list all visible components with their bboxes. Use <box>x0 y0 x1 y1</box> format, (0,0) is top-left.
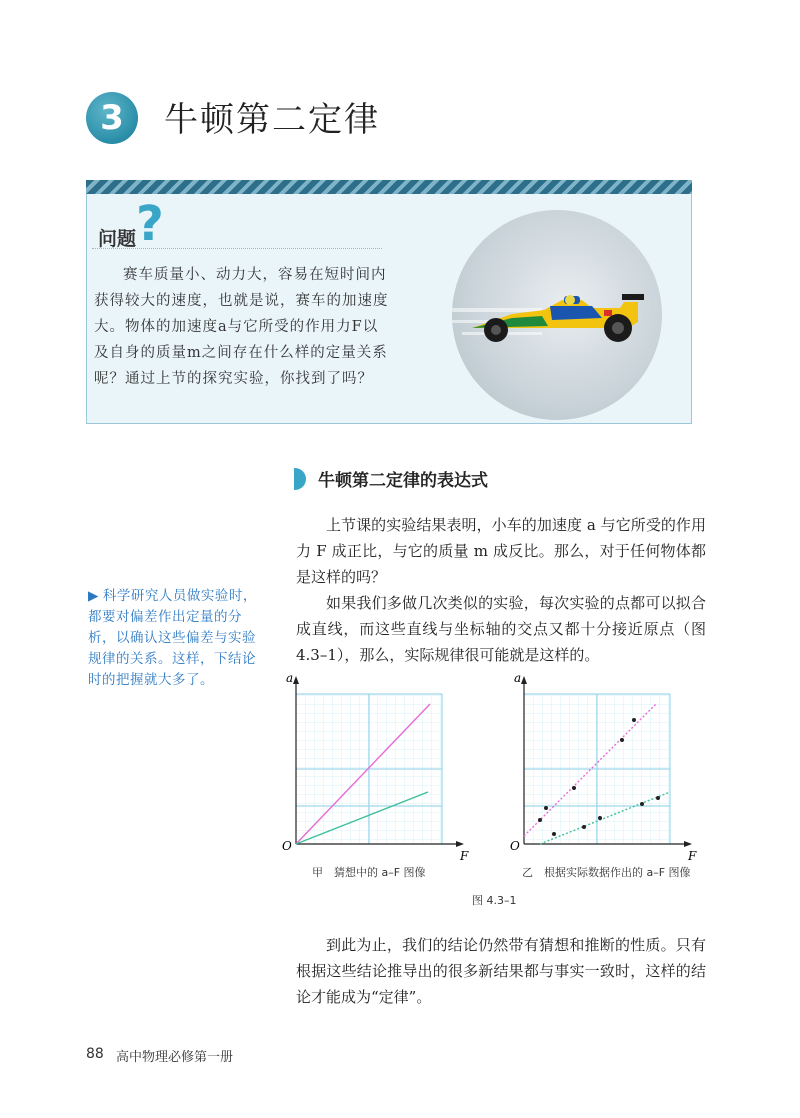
y-axis-arrow-icon <box>293 676 299 684</box>
x-axis-arrow-icon <box>684 841 692 847</box>
x-axis-label: F <box>460 849 469 863</box>
origin-label: O <box>282 839 292 853</box>
data-point <box>656 796 660 800</box>
page-number: 88 <box>86 1046 104 1062</box>
question-mark-icon: ? <box>136 196 164 252</box>
data-point <box>632 718 636 722</box>
figure-left-graph <box>278 668 478 864</box>
race-car-icon <box>452 210 662 420</box>
figure-left-caption: 甲 猜想中的 a–F 图像 <box>312 866 426 879</box>
paragraph-1: 上节课的实验结果表明，小车的加速度 a 与它所受的作用力 F 成正比，与它的质量 m 成反比。那么，对于任何物体都是这样的吗？ <box>296 516 706 586</box>
problem-divider <box>92 248 382 249</box>
data-point <box>552 832 556 836</box>
figure-number: 图 4.3–1 <box>472 894 517 907</box>
x-axis-label: F <box>688 849 697 863</box>
x-axis-arrow-icon <box>456 841 464 847</box>
side-note-marker-icon: ▶ <box>88 588 99 604</box>
data-point <box>640 802 644 806</box>
data-point <box>538 818 542 822</box>
section-number-badge: 3 <box>86 92 138 144</box>
y-axis-arrow-icon <box>521 676 527 684</box>
figure-right-graph <box>506 668 706 864</box>
data-point <box>572 786 576 790</box>
side-note <box>88 586 268 691</box>
subheading-marker <box>294 468 306 490</box>
side-note-text: 科学研究人员做实验时，都要对偏差作出定量的分析，以确认这些偏差与实验规律的关系。这样，下结论时的把握就大多了。 <box>88 588 257 688</box>
problem-label: 问题 <box>98 228 137 250</box>
data-point <box>582 825 586 829</box>
race-car-illustration <box>452 210 662 420</box>
data-point <box>620 738 624 742</box>
y-axis-label: a <box>286 671 294 685</box>
subheading: 牛顿第二定律的表达式 <box>318 471 488 491</box>
book-title: 高中物理必修第一册 <box>116 1050 234 1065</box>
paragraph-2: 如果我们多做几次类似的实验，每次实验的点都可以拟合成直线，而这些直线与坐标轴的交点又都十分接近原点（图 4.3–1），那么，实际规律很可能就是这样的。 <box>296 594 706 664</box>
figure-right-caption: 乙 根据实际数据作出的 a–F 图像 <box>522 866 691 879</box>
data-point <box>598 816 602 820</box>
y-axis-label: a <box>514 671 522 685</box>
problem-box-stripe <box>86 180 692 194</box>
paragraph-3: 到此为止，我们的结论仍然带有猜想和推断的性质。只有根据这些结论推导出的很多新结果都与事实一致时，这样的结论才能成为“定律”。 <box>296 936 706 1006</box>
data-point <box>544 806 548 810</box>
origin-label: O <box>510 839 520 853</box>
problem-text: 赛车质量小、动力大，容易在短时间内获得较大的速度，也就是说，赛车的加速度大。物体的加速度a与它所受的作用力F以及自身的质量m之间存在什么样的定量关系呢？通过上节的探究实验，你找到了吗？ <box>94 267 389 387</box>
section-title: 牛顿第二定律 <box>164 100 380 140</box>
